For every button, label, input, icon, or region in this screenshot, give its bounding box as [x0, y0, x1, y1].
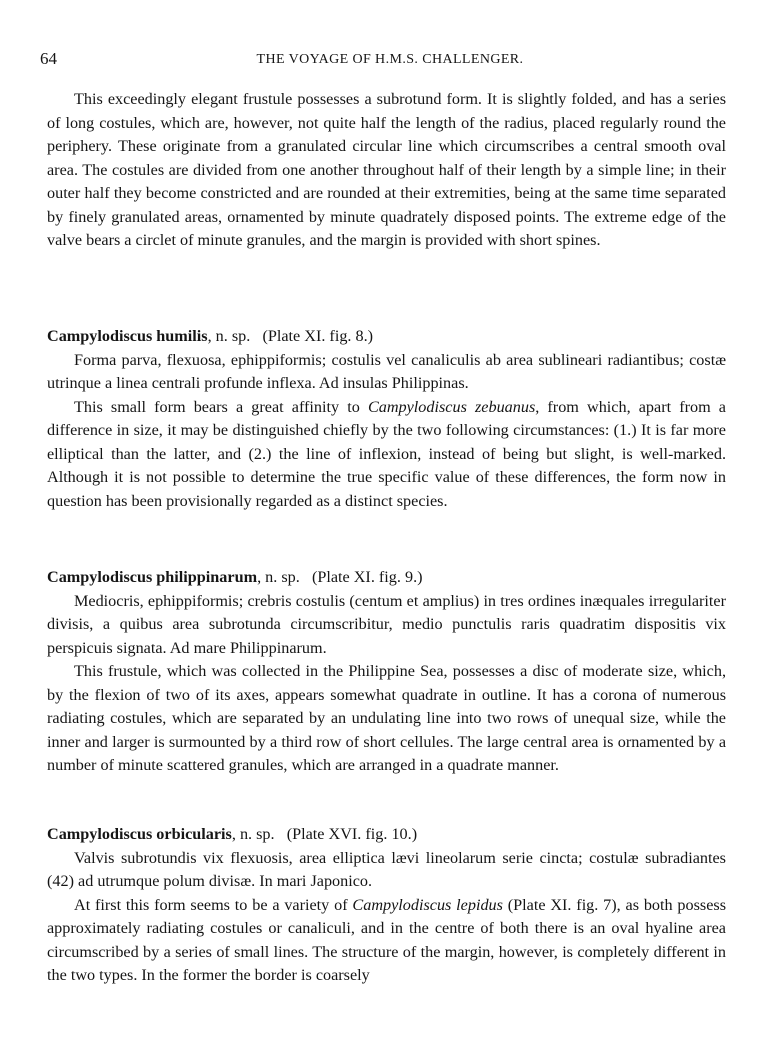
description-text: , from which, apart from a difference in size, it may be distinguished chiefly by the two following circumstances: (1.) It is far more elliptical than the latter, and (2.) the line of inflexion, instead of being but slight, is well-marked. Although it is not possible to determine the true specific value of these differences, the form now in question has been provisionally regarded as a distinct species.: [47, 397, 726, 510]
english-description: [47, 894, 726, 988]
english-description: [47, 396, 726, 514]
latin-diagnosis: Mediocris, ephippiformis; crebris costulis (centum et amplius) in tres ordines inæquales irregulariter divisis, a quibus area subrotunda circumscribitur, medio punctulis raris quadratim dispositis vix perspicuis signata. Ad mare Philippinarum.: [47, 591, 726, 657]
plate-reference: (Plate XI. fig. 8.): [262, 327, 374, 345]
description-text: This small form bears a great affinity to: [74, 397, 368, 416]
species-reference: Campylodiscus zebuanus: [367, 397, 536, 416]
running-title: THE VOYAGE OF H.M.S. CHALLENGER.: [256, 52, 524, 67]
entry-heading: [47, 566, 726, 590]
entry-campylodiscus-philippinarum: [47, 566, 726, 778]
latin-diagnosis: Valvis subrotundis vix flexuosis, area elliptica lævi lineolarum serie cincta; costulæ subradiantes (42) ad utrumque polum divisæ. In mari Japonico.: [47, 848, 726, 890]
latin-diagnosis: Forma parva, flexuosa, ephippiformis; costulis vel canaliculis ab area sublineari radiantibus; costæ utrinque a linea centrali profunde inflexa. Ad insulas Philippinas.: [47, 350, 726, 392]
entry-campylodiscus-humilis: [47, 325, 726, 513]
intro-paragraph: This exceedingly elegant frustule possesses a subrotund form. It is slightly folded, and has a series of long costules, which are, however, not quite half the length of the radius, placed regularly round the periphery. These originate from a granulated circular line which circumscribes a central smooth oval area. The costules are divided from one another throughout half of their length by a simple line; in their outer half they become constricted and are rounded at their extremities, being at the same time separated by finely granulated areas, ornamented by minute quadrately disposed points. The extreme edge of the valve bears a circlet of minute granules, and the margin is provided with short spines.: [47, 90, 726, 249]
entry-heading: [47, 325, 726, 349]
description-text: (Plate XI. fig. 7), as both possess approximately radiating costules or canaliculi, and in the centre of both there is an oval hyaline area circumscribed by a series of small lines. The structure of the margin, however, is completely different in the two types. In the former the border is coarsely: [47, 895, 726, 984]
page-header: [40, 47, 740, 71]
taxon-name: Campylodiscus humilis: [47, 327, 208, 345]
taxon-status: , n. sp.: [257, 568, 300, 586]
entry-campylodiscus-orbicularis: [47, 823, 726, 988]
plate-reference: (Plate XVI. fig. 10.): [286, 825, 418, 843]
english-description: This frustule, which was collected in the Philippine Sea, possesses a disc of moderate size, which, by the flexion of two of its axes, appears somewhat quadrate in outline. It has a corona of numerous radiating costules, which are separated by an undulating line into two rows of unequal size, while the inner and larger is surmounted by a third row of short cellules. The large central area is ornamented by a number of minute scattered granules, which are arranged in a quadrate manner.: [47, 662, 726, 774]
page-number: 64: [40, 49, 57, 68]
taxon-status: , n. sp.: [231, 825, 275, 843]
plate-reference: (Plate XI. fig. 9.): [311, 568, 423, 586]
intro-section: [47, 88, 726, 253]
description-text: At first this form seems to be a variety of: [74, 895, 353, 914]
taxon-name: Campylodiscus orbicularis: [47, 825, 232, 843]
species-reference: Campylodiscus lepidus: [352, 895, 503, 914]
entry-heading: [47, 823, 726, 847]
taxon-name: Campylodiscus philippinarum: [47, 568, 258, 586]
taxon-status: , n. sp.: [207, 327, 251, 345]
